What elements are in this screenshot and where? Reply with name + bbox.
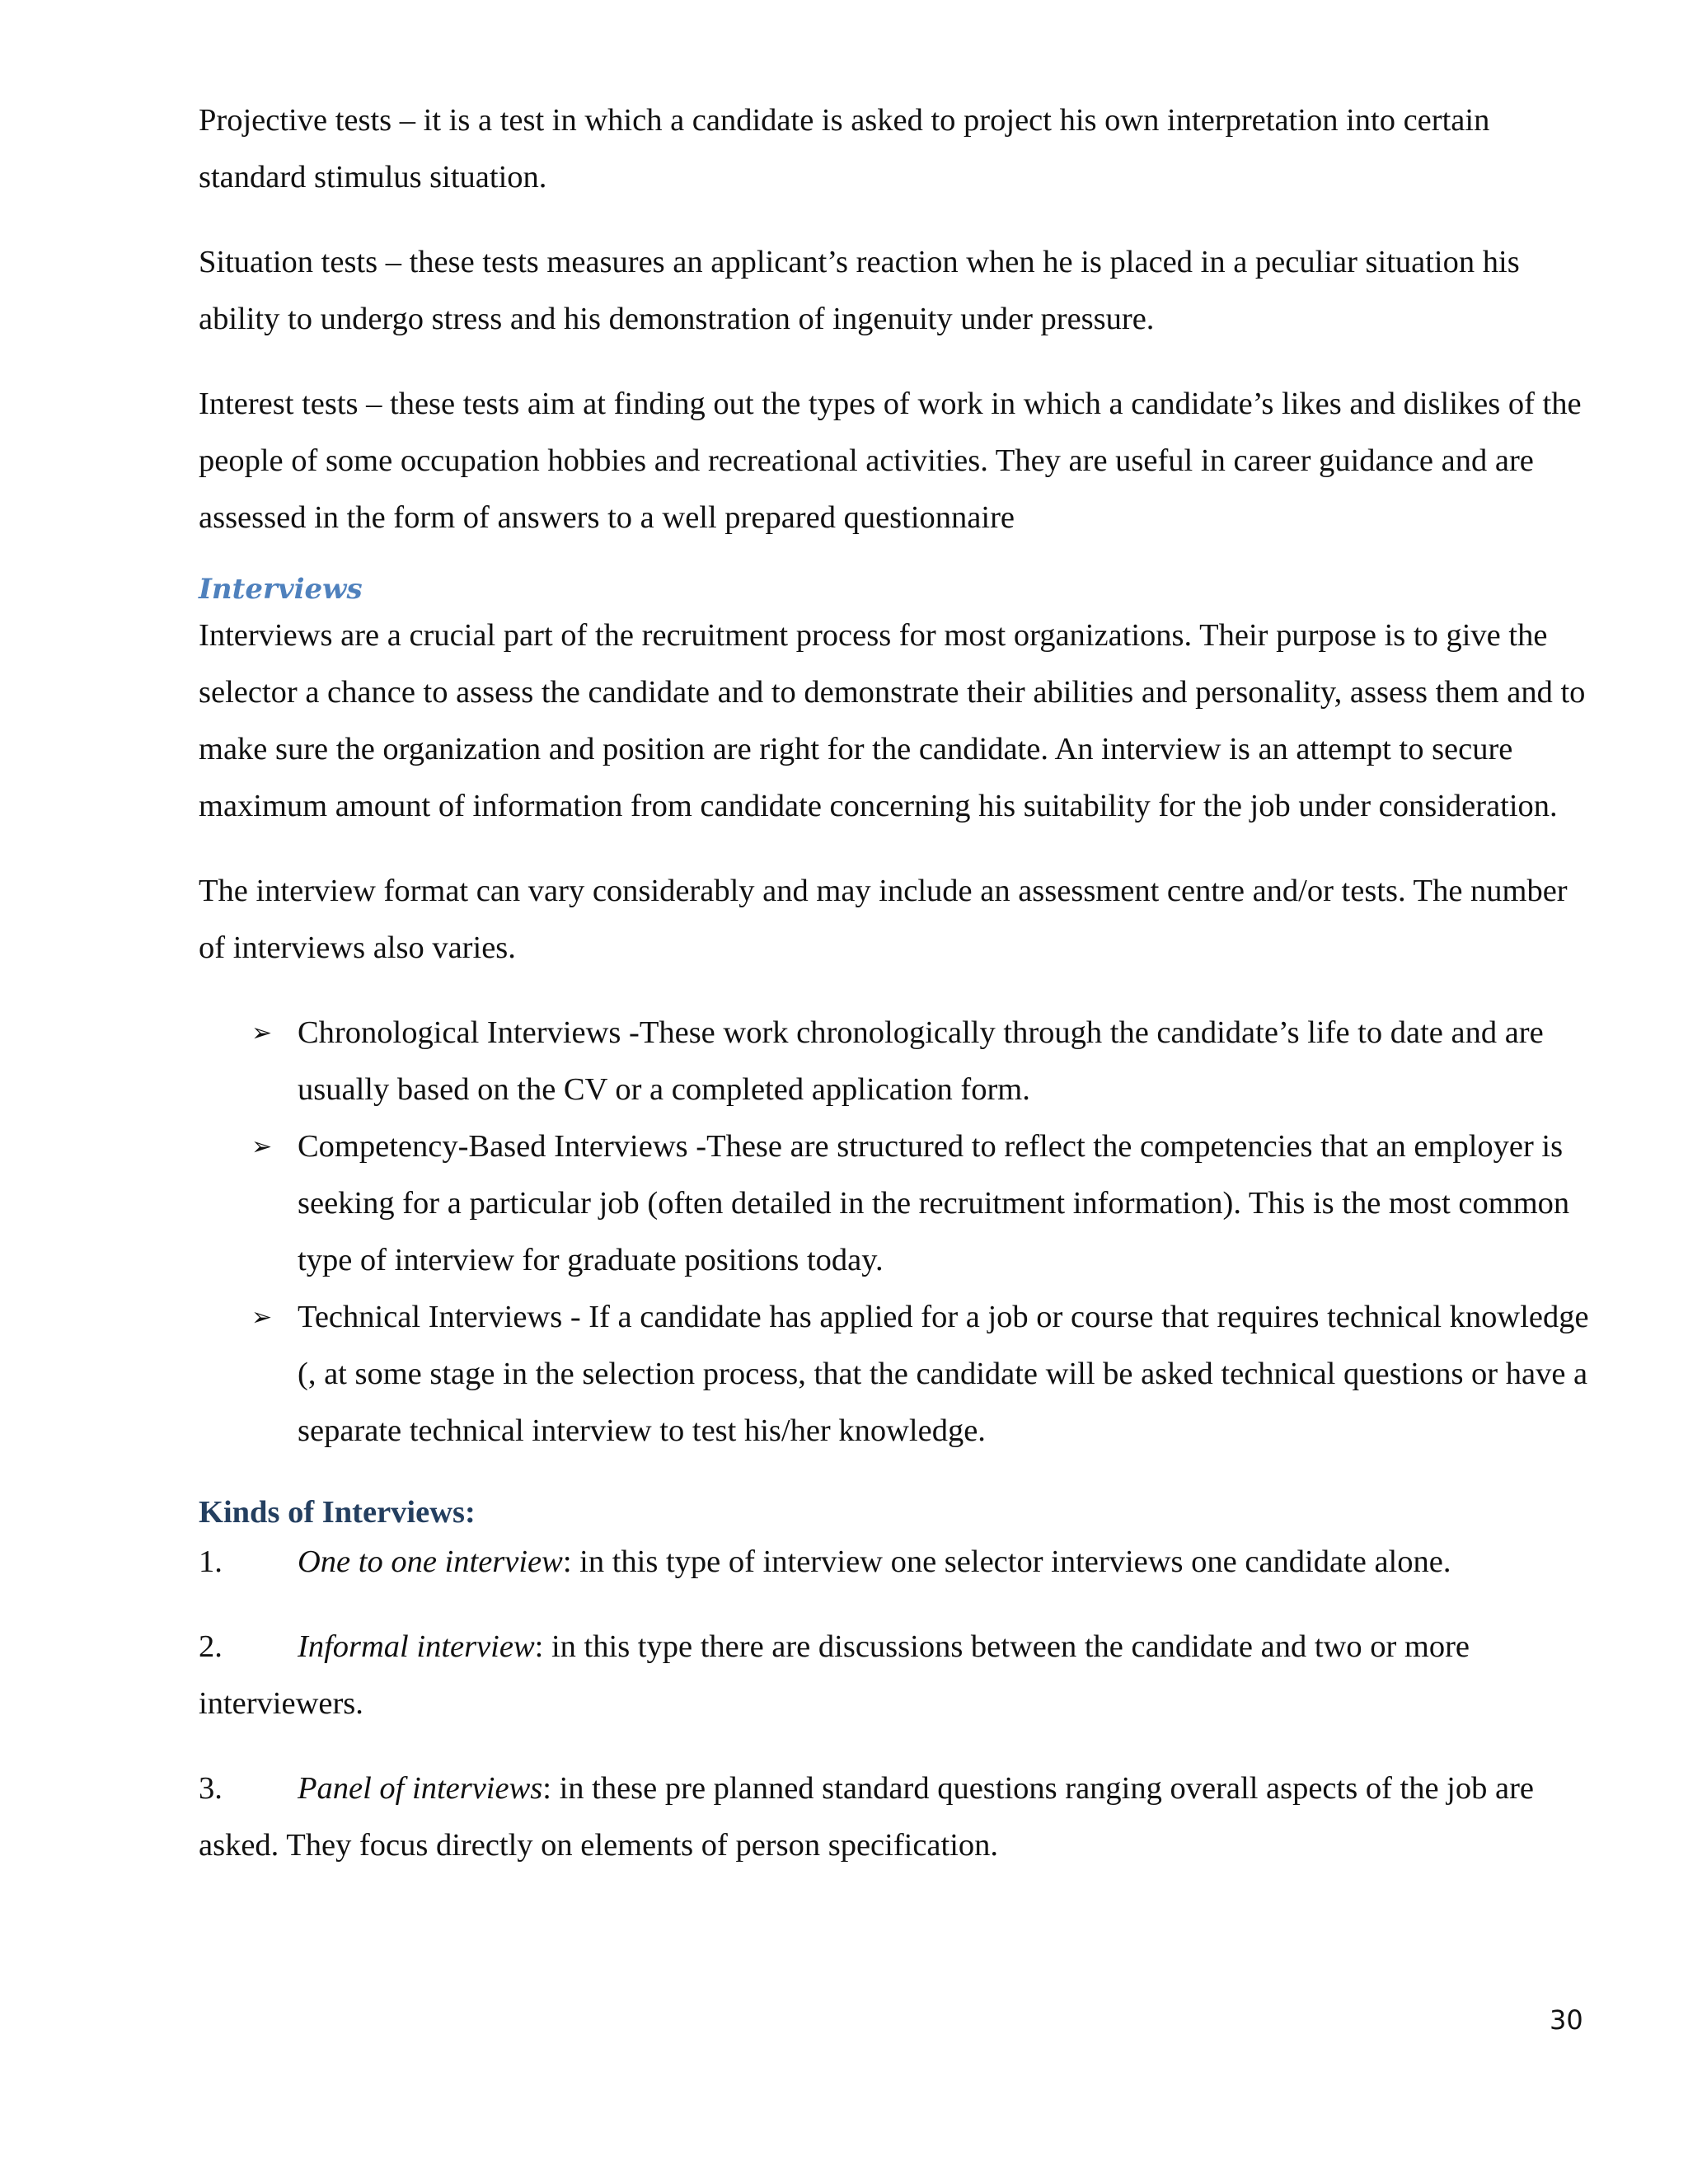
situation-tests-paragraph: Situation tests – these tests measures an applicant’s reaction when he is placed in a peculiar situation his ability to undergo stress and his demonstration of ingenuity under pressure. <box>199 245 1520 336</box>
numbered-item <box>199 1534 1592 1591</box>
item-term: One to one interview <box>298 1544 563 1579</box>
page-number: 30 <box>1550 2004 1583 2036</box>
item-term: Informal interview <box>298 1629 535 1664</box>
interviews-intro-paragraph: Interviews are a crucial part of the recruitment process for most organizations. Their purpose is to give the selector a chance to assess the candidate and to demonstrate their abilities and personality, assess them and to make sure the organization and position are right for the candidate. An interview is an attempt to secure maximum amount of information from candidate concerning his suitability for the job under consideration. <box>199 618 1586 823</box>
arrow-bullet-icon: ➢ <box>251 1132 273 1161</box>
list-item <box>199 1005 1592 1118</box>
interviews-heading: Interviews <box>199 573 363 606</box>
interview-format-paragraph: The interview format can vary considerably and may include an assessment centre and/or tests. The number of interviews also varies. <box>199 874 1568 965</box>
interview-types-list <box>199 1005 1592 1460</box>
kinds-of-interviews-heading: Kinds of Interviews: <box>199 1495 476 1530</box>
item-number: 1. <box>199 1544 223 1579</box>
item-text: : in these pre planned standard questions ranging overall aspects of the job are asked. They focus directly on elements of person specification. <box>199 1771 1534 1863</box>
item-number: 2. <box>199 1629 223 1664</box>
list-item-text: Chronological Interviews -These work chronologically through the candidate’s life to date and are usually based on the CV or a completed application form. <box>298 1015 1544 1107</box>
item-text: : in this type of interview one selector interviews one candidate alone. <box>562 1544 1451 1579</box>
arrow-bullet-icon: ➢ <box>251 1303 273 1332</box>
list-item <box>199 1118 1592 1289</box>
list-item-text: Technical Interviews - If a candidate has applied for a job or course that requires technical knowledge (, at some stage in the selection process, that the candidate will be asked technical questions or have a separate technical interview to test his/her knowledge. <box>298 1300 1589 1448</box>
list-item <box>199 1289 1592 1460</box>
item-term: Panel of interviews <box>298 1771 543 1806</box>
numbered-item <box>199 1619 1592 1732</box>
projective-tests-paragraph: Projective tests – it is a test in which a candidate is asked to project his own interpretation into certain standard stimulus situation. <box>199 103 1490 194</box>
page-content <box>199 92 1592 1902</box>
numbered-item <box>199 1760 1592 1874</box>
item-text: : in this type there are discussions between the candidate and two or more interviewers. <box>199 1629 1470 1721</box>
list-item-text: Competency-Based Interviews -These are structured to reflect the competencies that an employer is seeking for a particular job (often detailed in the recruitment information). This is the most common type of interview for graduate positions today. <box>298 1129 1570 1277</box>
arrow-bullet-icon: ➢ <box>251 1019 273 1047</box>
item-number: 3. <box>199 1771 223 1806</box>
interest-tests-paragraph: Interest tests – these tests aim at finding out the types of work in which a candidate’s likes and dislikes of the people of some occupation hobbies and recreational activities. They are useful in career guidance and are assessed in the form of answers to a well prepared questionnaire <box>199 387 1582 535</box>
